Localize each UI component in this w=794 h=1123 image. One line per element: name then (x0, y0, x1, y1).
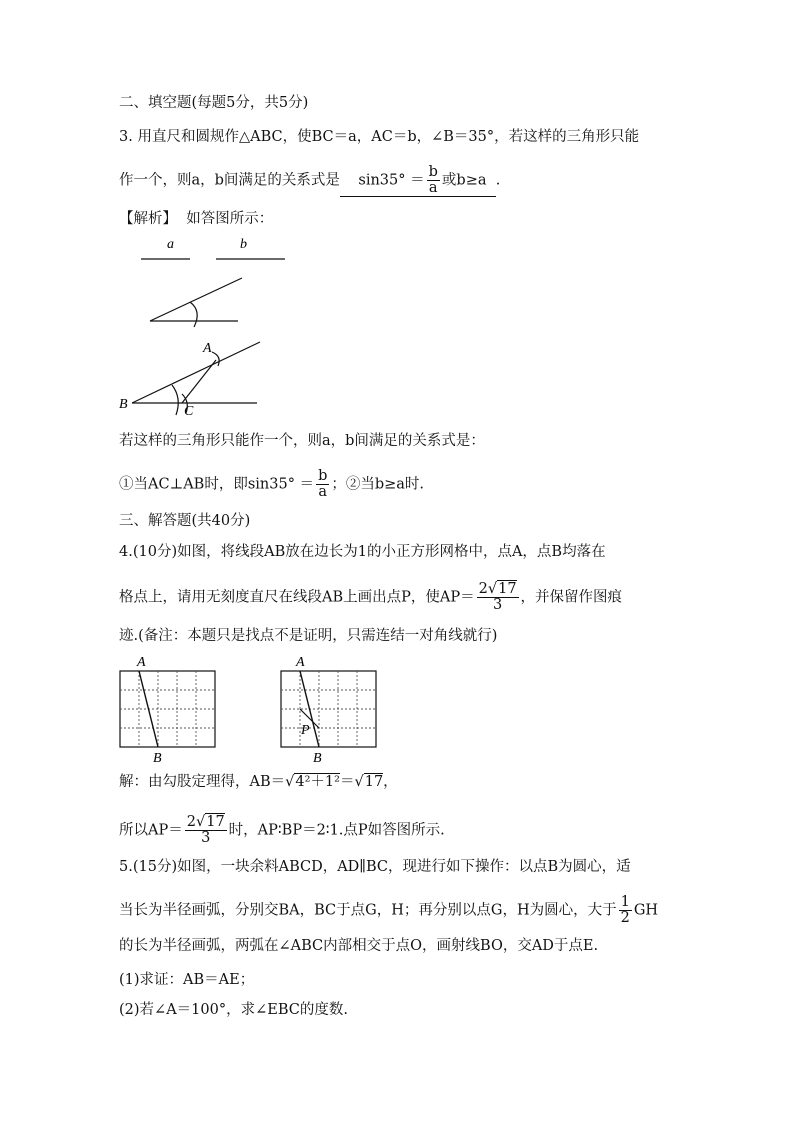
cond2: ；②当b≥a时. (331, 476, 425, 493)
q3-answer-a: sin35° ＝ (358, 172, 425, 189)
q4-line3: 迹.(备注：本题只是找点不是证明，只需连结一对角线就行) (119, 628, 498, 644)
label-A: A (203, 341, 212, 356)
section2-heading: 二、填空题(每题5分，共5分) (119, 95, 309, 111)
q5-half-den: 2 (620, 910, 630, 926)
q4-line2-prefix: 格点上，请用无刻度直尺在线段AB上画出点P，使AP＝ (119, 589, 475, 606)
cond-fraction (316, 469, 329, 500)
q4-frac-den: 3 (492, 597, 503, 613)
analysis-tag: 【解析】 (119, 211, 177, 227)
grid2-label-B: B (313, 751, 322, 766)
q5-line2-prefix: 当长为半径画弧，分别交BA，BC于点G，H；再分别以点G，H为圆心，大于 (119, 902, 617, 919)
q4-ap-fraction (477, 582, 519, 613)
sol1-prefix: 解：由勾股定理得，AB＝ (119, 774, 286, 790)
sol2-frac-coef: 2 (186, 814, 196, 830)
q4-solution-line1: 解：由勾股定理得，AB＝√4²＋1²＝√17， (119, 774, 398, 790)
label-a: a (167, 237, 174, 252)
q3-analysis (119, 209, 273, 229)
q4-frac-radicand: 17 (498, 581, 517, 597)
sol1-radicand2: 17 (364, 774, 384, 790)
q4-frac-coef: 2 (478, 581, 488, 597)
q5-line1: 5.(15分)如图，一块余料ABCD，AD∥BC，现进行如下操作：以点B为圆心，适 (119, 859, 631, 875)
arc-at-B (172, 385, 178, 415)
q4-solution-line2 (119, 815, 445, 846)
sol2-frac-radicand: 17 (206, 814, 225, 830)
sol2-frac-den: 3 (201, 830, 211, 846)
q5-line2 (119, 895, 658, 926)
q4-line2 (119, 582, 622, 613)
sol2-fraction (185, 815, 227, 846)
sol1-eq: ＝ (339, 774, 355, 790)
q5-line2-suffix: GH (633, 902, 659, 919)
q4-line1: 4.(10分)如图，将线段AB放在边长为1的小正方形网格中，点A，点B均落在 (119, 544, 606, 560)
grid1-label-A: A (137, 655, 146, 670)
sol2-prefix: 所以AP＝ (119, 822, 183, 839)
label-B: B (119, 397, 128, 412)
angle-side-ray (150, 278, 242, 321)
q5-half-num: 1 (620, 894, 630, 910)
q4-grid-figure-1 (119, 653, 219, 765)
sol2-suffix: 时，AP∶BP＝2∶1.点P如答图所示. (228, 822, 445, 839)
q5-line3: 的长为半径画弧，两弧在∠ABC内部相交于点O，画射线BO，交AD于点E. (119, 938, 599, 954)
q3-line2 (119, 165, 500, 197)
q5-part1: (1)求证：AB＝AE； (119, 972, 255, 988)
q5-half-fraction (619, 895, 632, 926)
grid2-lines (281, 671, 376, 747)
analysis-text: 如答图所示： (186, 211, 274, 227)
grid2-label-A: A (296, 655, 305, 670)
section3-heading: 三、解答题(共40分) (119, 513, 251, 529)
sol1-radicand: 4²＋1² (295, 774, 340, 790)
q4-line2-suffix: ，并保留作图痕 (520, 589, 623, 606)
label-b: b (240, 237, 247, 252)
q5-part2: (2)若∠A＝100°，求∠EBC的度数. (119, 1002, 348, 1018)
q4-frac-num: 2√17 (478, 581, 517, 597)
ray-BA (132, 342, 260, 403)
q3-note: 若这样的三角形只能作一个，则a，b间满足的关系式是： (119, 433, 485, 449)
label-C: C (184, 404, 194, 419)
q3-frac-den: a (428, 180, 438, 196)
q3-line2-end: . (495, 172, 501, 189)
q3-frac-num: b (428, 164, 438, 180)
sol1-end: ， (383, 774, 398, 790)
segment-AC (182, 360, 216, 403)
q4-grid-figure-2 (280, 653, 380, 765)
grid1-label-B: B (153, 751, 162, 766)
q3-line1: 3. 用直尺和圆规作△ABC，使BC＝a，AC＝b，∠B＝35°，若这样的三角形只能 (119, 129, 640, 145)
q3-answer-fraction (427, 165, 440, 196)
q3-answer-blank (340, 165, 496, 197)
grid2-label-P: P (301, 723, 310, 738)
q3-construction-figure (110, 232, 300, 417)
cond1: ①当AC⊥AB时，即sin35° ＝ (119, 476, 315, 493)
grid1-lines (120, 671, 215, 747)
q3-conditions (119, 469, 424, 500)
cond-frac-num: b (318, 468, 328, 484)
angle-arc (190, 302, 197, 327)
q3-answer-b: 或b≥a (441, 172, 487, 189)
sol2-frac-num: 2√17 (186, 814, 225, 830)
q3-line2-prefix: 作一个，则a，b间满足的关系式是 (119, 172, 340, 189)
cond-frac-den: a (318, 484, 328, 500)
